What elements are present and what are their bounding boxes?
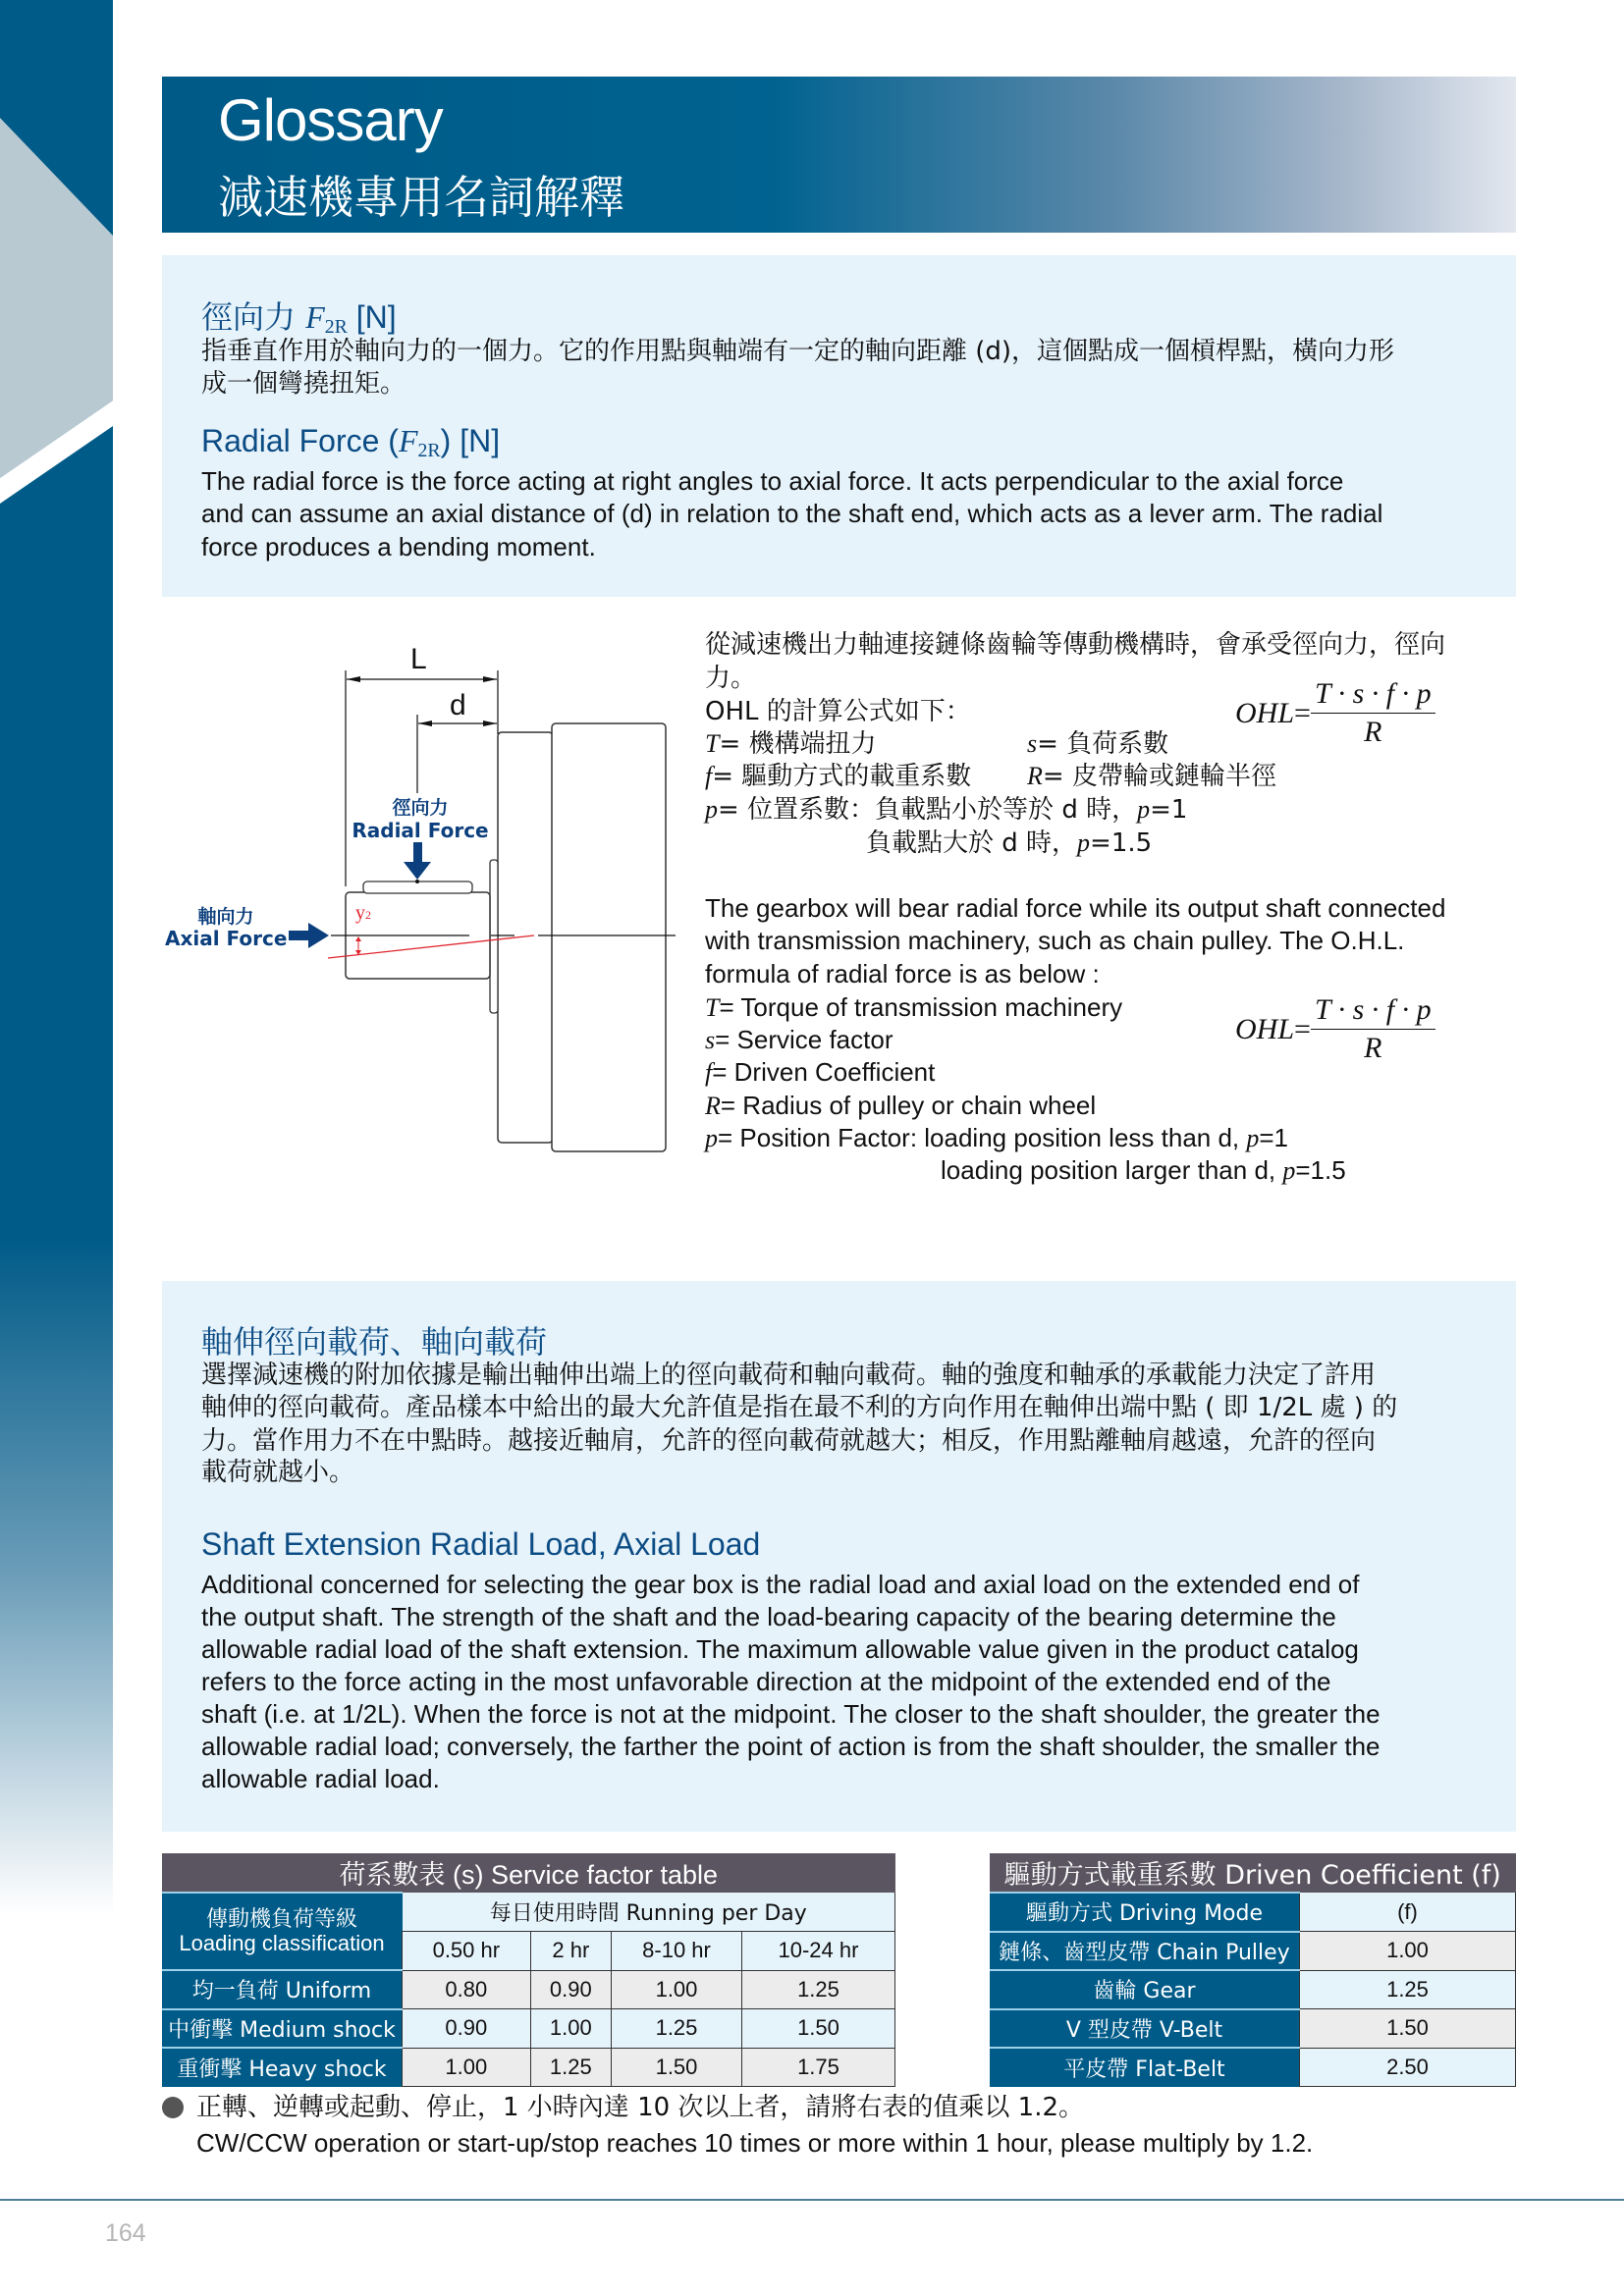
radial-force-en-line: and can assume an axial distance of (d) in relation to the shaft end, which acts as a lever arm. The radial — [201, 499, 1383, 528]
formula-fraction — [1311, 677, 1435, 749]
page-subtitle: 減速機專用名詞解釋 — [218, 171, 624, 224]
ohl-en-R-def — [705, 1093, 1096, 1119]
dimension-label-d: d — [450, 689, 466, 721]
formula-lhs: OHL — [1235, 1012, 1295, 1045]
table-row — [990, 2048, 1516, 2087]
shaft-extension-en-line: allowable radial load; conversely, the farther the point of action is from the shaft shoulder, the smaller the — [201, 1732, 1380, 1761]
page-title: Glossary — [218, 87, 443, 153]
row-label: 平皮帶 Flat-Belt — [990, 2048, 1300, 2087]
formula-fraction — [1311, 993, 1435, 1065]
symbol-sub: 2R — [417, 439, 441, 461]
table-cell: 1.00 — [403, 2048, 531, 2087]
p-value: =1.5 — [1090, 828, 1153, 858]
var-p: p — [1246, 1124, 1260, 1152]
class-header-zh: 傳動機負荷等級 — [205, 1907, 357, 1933]
driven-coefficient-table — [990, 1853, 1516, 2087]
shaft-extension-en-line: allowable radial load of the shaft extension. The maximum allowable value given in the product catalog — [201, 1634, 1359, 1664]
ohl-en-T-def — [705, 994, 1122, 1021]
shaft-flange — [490, 860, 498, 1013]
class-header — [162, 1893, 403, 1970]
var-f: f — [705, 762, 713, 790]
row-label: V 型皮帶 V-Belt — [990, 2009, 1300, 2049]
table-cell: 0.80 — [403, 1970, 531, 2009]
def-text: = Torque of transmission machinery — [719, 992, 1123, 1022]
sidebar-decoration — [0, 0, 113, 1963]
def-text: = 皮帶輪或鏈輪半徑 — [1042, 762, 1276, 791]
ohl-zh-T-def — [705, 731, 877, 757]
shaft-extension-en-line: allowable radial load. — [201, 1764, 440, 1793]
def-text: 負載點大於 d 時， — [866, 828, 1078, 858]
gearbox-housing-rear — [552, 723, 666, 1151]
var-p: p — [705, 1124, 718, 1152]
p-value: =1 — [1259, 1123, 1289, 1152]
radial-force-arrow-head — [404, 862, 431, 880]
class-header-en: Loading classification — [179, 1930, 385, 1955]
var-T: T — [705, 993, 720, 1022]
shaft-extension-zh-line: 力。當作用力不在中點時。越接近軸肩，允許的徑向載荷就越大；相反，作用點離軸肩越遠，允許的徑向 — [201, 1426, 1377, 1456]
table-row — [990, 1970, 1516, 2009]
shaft-extension-zh-line: 軸伸的徑向載荷。產品樣本中給出的最大允許值是指在最不利的方向作用在軸伸出端中點 ( 即 1/2L 處 ) 的 — [201, 1393, 1398, 1422]
table-row — [162, 2009, 895, 2049]
var-f: f — [705, 1058, 713, 1087]
table-row — [990, 1932, 1516, 1971]
ohl-zh-p-def-2 — [866, 830, 1152, 856]
row-label: 齒輪 Gear — [990, 1970, 1300, 2009]
var-s: s — [1027, 729, 1038, 758]
shaft-extension-en-line: refers to the force acting in the most unfavorable direction at the midpoint of the extended end of the — [201, 1667, 1331, 1696]
table-cell: 1.50 — [612, 2048, 742, 2087]
def-text: = Service factor — [715, 1025, 893, 1054]
bullet-icon — [162, 2097, 184, 2118]
table-row — [162, 2048, 895, 2087]
radial-force-arrow-shaft — [413, 842, 422, 864]
table-row — [162, 1970, 895, 2009]
formula-numerator: T · s · f · p — [1311, 993, 1435, 1030]
formula-equals: = — [1294, 1012, 1311, 1045]
table-cell: 1.75 — [741, 2048, 894, 2087]
note-en: CW/CCW operation or start-up/stop reaches 10 times or more within 1 hour, please multiply by 1.2. — [196, 2128, 1314, 2158]
ohl-en-f-def — [705, 1059, 935, 1086]
axial-force-en-label: Axial Force — [165, 927, 288, 950]
radial-force-zh-label: 徑向力 — [392, 797, 449, 819]
table-cell: 0.90 — [530, 1970, 611, 2009]
unit-text: [N] — [347, 299, 397, 335]
symbol-sub: 2R — [324, 315, 348, 338]
ohl-zh-s-def — [1027, 731, 1168, 757]
radial-force-zh-line: 成一個彎撓扭矩。 — [201, 369, 406, 399]
def-text: = 負荷系數 — [1037, 729, 1169, 759]
ohl-zh-line: 力。 — [705, 664, 757, 693]
heading-suffix: ) [N] — [440, 423, 501, 458]
ohl-en-line: The gearbox will bear radial force while its output shaft connected — [705, 893, 1446, 923]
formula-numerator: T · s · f · p — [1311, 677, 1435, 714]
f-header: (f) — [1300, 1893, 1516, 1932]
radial-force-en-line: The radial force is the force acting at right angles to axial force. It acts perpendicular to the axial force — [201, 466, 1344, 496]
deflection-label — [355, 902, 371, 925]
row-label: 中衝擊 Medium shock — [162, 2009, 403, 2049]
table-cell: 1.50 — [1300, 2009, 1516, 2049]
hours-header: 0.50 hr — [403, 1932, 531, 1971]
radial-force-en-line: force produces a bending moment. — [201, 532, 596, 561]
note-zh: 正轉、逆轉或起動、停止，1 小時內達 10 次以上者，請將右表的值乘以 1.2。 — [196, 2093, 1085, 2122]
heading-text: Radial Force ( — [201, 423, 399, 458]
def-text: loading position larger than d, — [941, 1155, 1283, 1185]
formula-denominator: R — [1364, 716, 1382, 748]
shaft-extension-zh-heading: 軸伸徑向載荷、軸向載荷 — [201, 1323, 548, 1361]
table-cell: 1.25 — [612, 2009, 742, 2049]
def-text: = Driven Coefficient — [712, 1057, 936, 1087]
var-p: p — [1282, 1156, 1296, 1185]
driven-table-title: 驅動方式載重系數 Driven Coefficient (f) — [990, 1853, 1516, 1893]
ohl-en-line: formula of radial force is as below : — [705, 959, 1100, 988]
var-s: s — [705, 1026, 716, 1054]
table-row — [990, 2009, 1516, 2049]
ohl-zh-p-def — [705, 797, 1187, 823]
shaft-extension-zh-line: 選擇減速機的附加依據是輸出軸伸出端上的徑向載荷和軸向載荷。軸的強度和軸承的承載能力決定了許用 — [201, 1361, 1377, 1390]
running-header: 每日使用時間 Running per Day — [403, 1893, 895, 1932]
hours-header: 10-24 hr — [741, 1932, 894, 1971]
var-p: p — [705, 795, 718, 824]
page-number: 164 — [105, 2219, 146, 2247]
deflection-symbol: y — [355, 902, 365, 924]
ohl-formula — [1235, 677, 1435, 749]
table-cell: 1.25 — [1300, 1970, 1516, 2009]
symbol-main: F — [305, 299, 325, 335]
table-cell: 0.90 — [403, 2009, 531, 2049]
table-cell: 1.25 — [741, 1970, 894, 2009]
ohl-en-p-def-2 — [941, 1157, 1346, 1184]
shaft-extension-en-line: Additional concerned for selecting the gear box is the radial load and axial load on the extended end of — [201, 1570, 1360, 1599]
service-table-title: 荷系數表 (s) Service factor table — [162, 1853, 895, 1893]
ohl-en-p-def — [705, 1125, 1288, 1151]
axial-force-arrow-shaft — [289, 931, 310, 940]
def-text: = 位置系數：負載點小於等於 d 時， — [718, 795, 1138, 825]
deflection-sub: 2 — [365, 908, 371, 922]
formula-equals: = — [1294, 696, 1311, 729]
dimension-label-L: L — [410, 643, 427, 675]
driving-mode-header: 驅動方式 Driving Mode — [990, 1893, 1300, 1932]
ohl-zh-line: OHL 的計算公式如下： — [705, 697, 971, 726]
ohl-zh-f-def — [705, 764, 971, 789]
radial-force-en-heading — [201, 423, 500, 462]
service-factor-table — [162, 1853, 895, 2087]
axial-force-arrow-head — [308, 923, 329, 948]
table-cell: 1.00 — [612, 1970, 742, 2009]
var-R: R — [1027, 762, 1043, 790]
ohl-zh-R-def — [1027, 764, 1276, 789]
shaft-extension-en-heading: Shaft Extension Radial Load, Axial Load — [201, 1526, 761, 1562]
row-label: 重衝擊 Heavy shock — [162, 2048, 403, 2087]
row-label: 均一負荷 Uniform — [162, 1970, 403, 2009]
formula-denominator: R — [1364, 1032, 1382, 1064]
formula-lhs: OHL — [1235, 696, 1295, 729]
ohl-formula-en — [1235, 993, 1435, 1065]
radial-force-zh-line: 指垂直作用於軸向力的一個力。它的作用點與軸端有一定的軸向距離 (d)，這個點成一個槓桿點，橫向力形 — [201, 337, 1395, 366]
var-R: R — [705, 1092, 721, 1120]
radial-force-zh-heading — [201, 293, 397, 339]
p-value: =1 — [1150, 795, 1188, 825]
hours-header: 8-10 hr — [612, 1932, 742, 1971]
def-text: = 驅動方式的載重系數 — [712, 762, 972, 791]
ohl-en-line: with transmission machinery, such as chain pulley. The O.H.L. — [705, 926, 1405, 955]
def-text: = Position Factor: loading position less than d, — [718, 1123, 1247, 1152]
table-cell: 1.50 — [741, 2009, 894, 2049]
def-text: = Radius of pulley or chain wheel — [720, 1091, 1097, 1120]
p-value: =1.5 — [1295, 1155, 1346, 1185]
var-T: T — [705, 729, 720, 758]
heading-text: 徑向力 — [201, 298, 306, 336]
table-cell: 1.00 — [530, 2009, 611, 2049]
shaft-extension-en-line: the output shaft. The strength of the shaft and the load-bearing capacity of the bearing determine the — [201, 1602, 1336, 1631]
hours-header: 2 hr — [530, 1932, 611, 1971]
table-cell: 2.50 — [1300, 2048, 1516, 2087]
symbol-main: F — [398, 423, 418, 458]
def-text: = 機構端扭力 — [719, 729, 877, 759]
table-cell: 1.00 — [1300, 1932, 1516, 1971]
var-p: p — [1137, 795, 1151, 824]
axial-force-zh-label: 軸向力 — [197, 906, 254, 928]
gearbox-housing-front — [498, 732, 553, 1143]
row-label: 鏈條、齒型皮帶 Chain Pulley — [990, 1932, 1300, 1971]
shaft-extension-zh-line: 載荷就越小。 — [201, 1458, 355, 1487]
footer-rule — [0, 2199, 1624, 2201]
radial-force-en-label: Radial Force — [352, 819, 489, 842]
ohl-zh-line: 從減速機出力軸連接鏈條齒輪等傳動機構時，會承受徑向力，徑向 — [705, 630, 1446, 660]
var-p: p — [1077, 828, 1091, 857]
table-cell: 1.25 — [530, 2048, 611, 2087]
ohl-en-s-def — [705, 1027, 893, 1053]
shaft-extension-en-line: shaft (i.e. at 1/2L). When the force is not at the midpoint. The closer to the shaft shoulder, the greater the — [201, 1699, 1380, 1729]
load-point — [415, 880, 419, 883]
